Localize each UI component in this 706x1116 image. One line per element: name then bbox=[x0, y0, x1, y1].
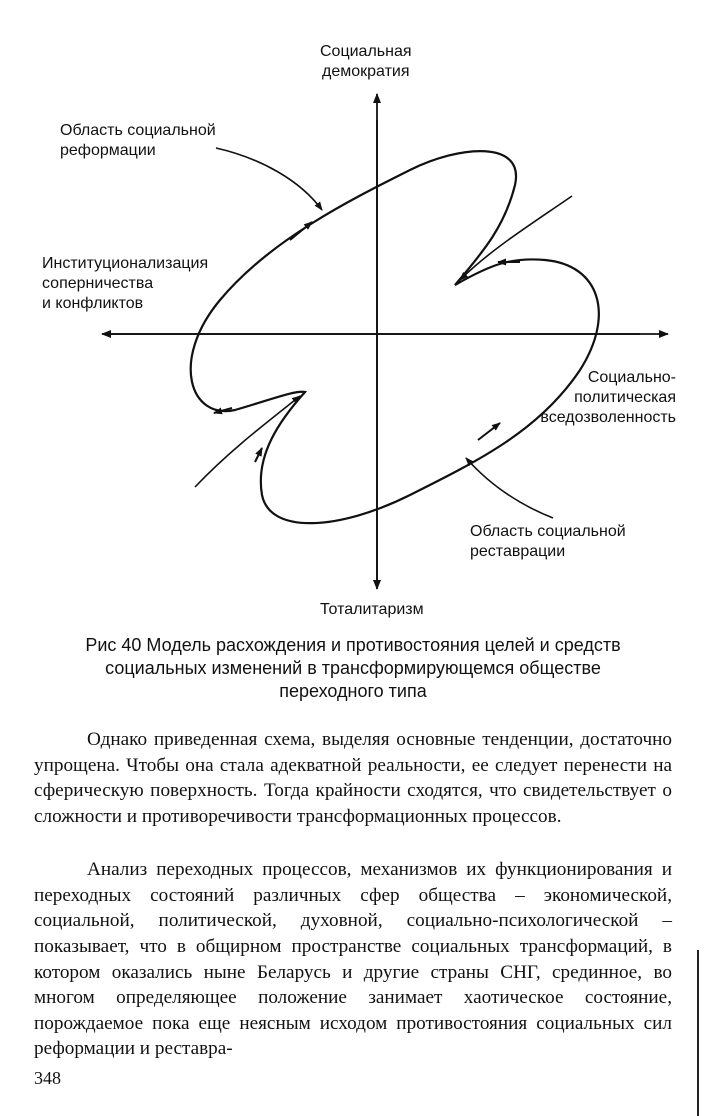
page-number: 348 bbox=[34, 1068, 61, 1088]
cycle-loop-curve bbox=[191, 151, 599, 523]
tangent-tails bbox=[195, 196, 572, 487]
figure-caption bbox=[0, 634, 706, 703]
label-pointers bbox=[216, 148, 553, 518]
caption-line-1: Рис 40 Модель расхождения и противостояния целей и средств bbox=[85, 635, 621, 655]
body-paragraph-1: Однако приведенная схема, выделяя основные тенденции, достаточно упрощена. Чтобы она стала адекватной реальности, ее следует перенести на сферическую поверхность. Тогда крайности сходятся, что свидетельствует о сложности и противоречивости трансформационных процессов. bbox=[34, 729, 672, 827]
label-social-restoration-area: Область социальной реставрации bbox=[470, 523, 626, 560]
label-permissiveness: Социально- политическая вседозволенность bbox=[540, 369, 676, 426]
axes bbox=[102, 94, 668, 589]
body-paragraph-2: Анализ переходных процессов, механизмов их функционирования и переходных состояний различных сфер общества – экономической, социальной, политической, духовной, социально-психологической – показывает, что в общирном пространстве социальных трансформаций, в котором оказались ныне Беларусь и другие страны СНГ, срединное, во многом определяющее положение занимает хаотическое состояние, порождаемое пока еще неясным исходом противостояния социальных сил реформации и реставра- bbox=[34, 859, 672, 1060]
label-totalitarianism: Тоталитаризм bbox=[320, 601, 424, 618]
label-social-democracy: Социальная демократия bbox=[320, 43, 412, 80]
label-institutionalization: Институционализация соперничества и конфликтов bbox=[42, 255, 209, 312]
label-social-reformation-area: Область социальной реформации bbox=[60, 122, 216, 159]
caption-line-3: переходного типа bbox=[279, 681, 427, 701]
margin-line bbox=[697, 950, 699, 1116]
restoration-pointer bbox=[466, 458, 553, 518]
caption-line-2: социальных изменений в трансформирующемся обществе bbox=[105, 658, 601, 678]
reform-pointer bbox=[216, 148, 322, 210]
loop-direction-arrows bbox=[214, 222, 520, 462]
